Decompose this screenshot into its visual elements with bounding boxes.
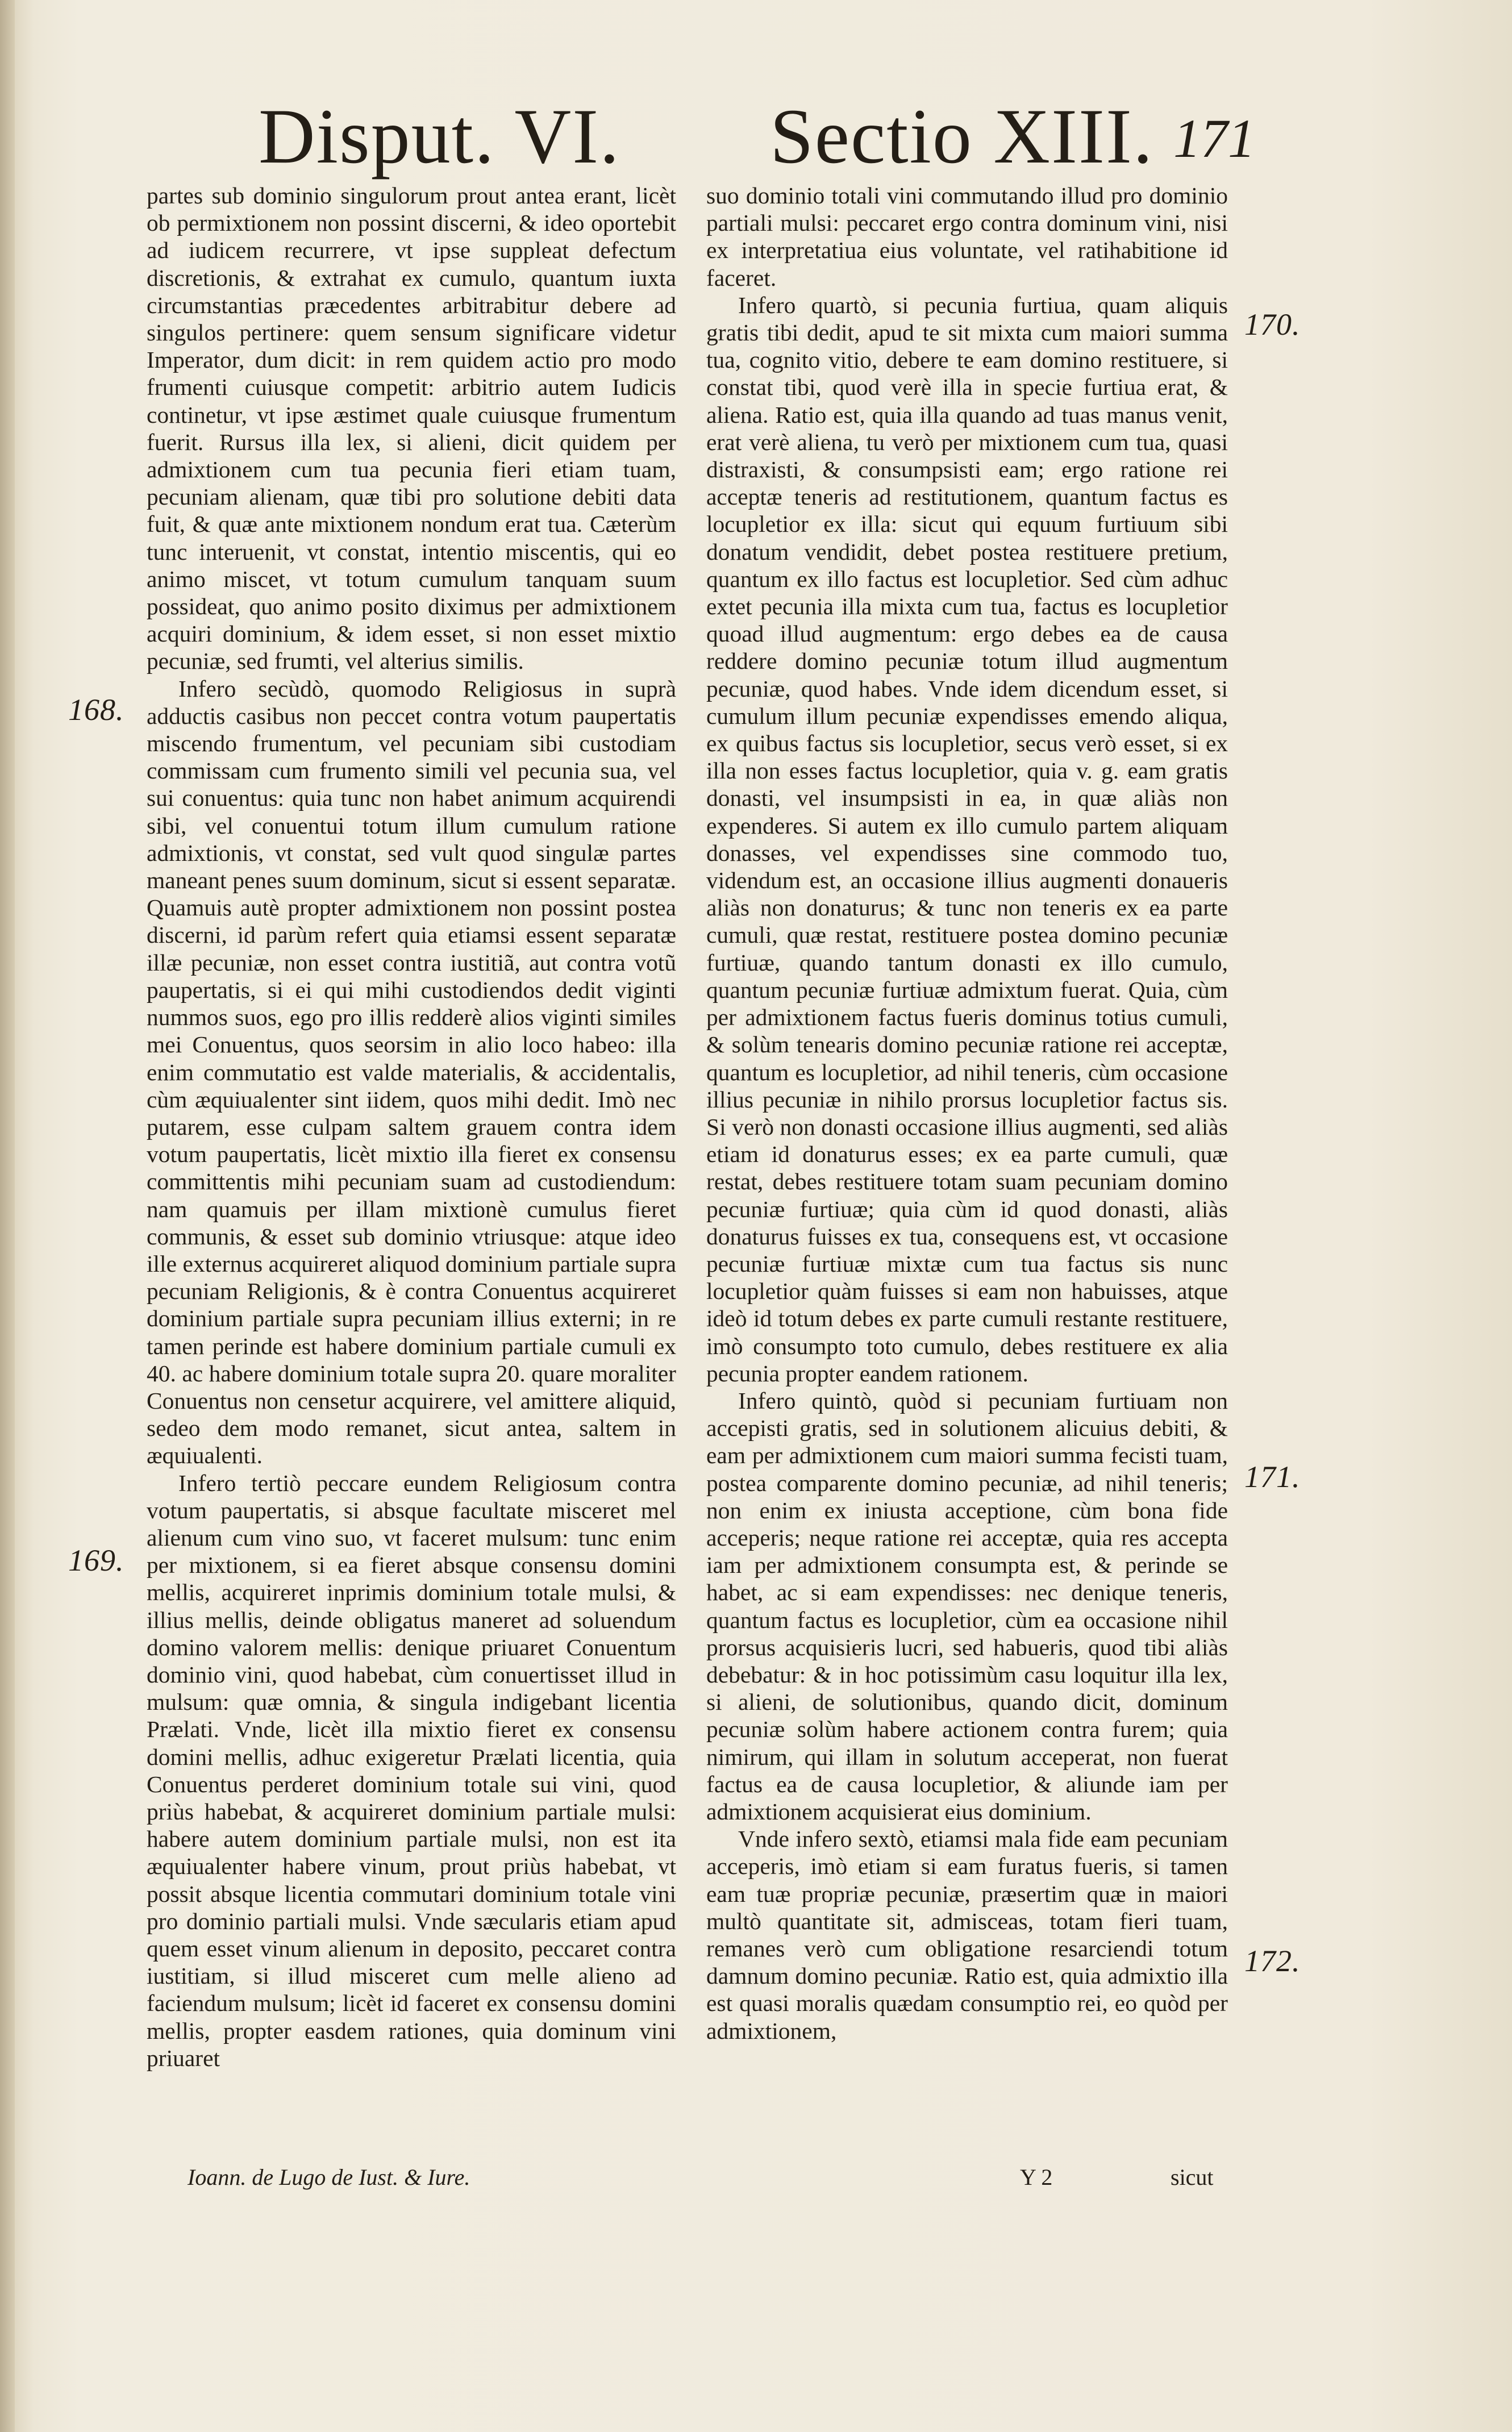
page-edge-shadow <box>0 0 15 2432</box>
margin-number-169: 169. <box>68 1543 124 1577</box>
paragraph: Infero quintò, quòd si pecuniam furtiuam non accepisti gratis, sed in solutionem alicuius debiti, & eam per admixtionem cum maiori summa fecisti tuam, postea comparente domino pecuniæ, ad nihil teneris; non enim ex iniusta acceptione, cùm bona fide acceperis; neque ratione rei acceptæ, quia res accepta iam per admixtionem consumpta est, & perinde se habet, ac si eam expendisses: nec denique teneris, quantum factus es locupletior, cùm ea occasione nihil prorsus acquisieris lucri, sed habueris, quod tibi aliàs debebatur: & in hoc potissimùm casu loquitur illa lex, si alieni, de solutionibus, quando dicit, dominum pecuniæ solùm habere actionem contra furem; quia nimirum, qui illam in solutum acceperat, non fuerat factus ea de causa locupletior, & aliunde iam per admixtionem acquisierat eius dominium. <box>706 1387 1228 1825</box>
page-number: 171 <box>1173 108 1255 169</box>
signature-line: Ioann. de Lugo de Iust. & Iure. <box>188 2164 470 2190</box>
left-column <box>147 182 676 2072</box>
catchword: sicut <box>1171 2164 1214 2190</box>
paragraph: partes sub dominio singulorum prout antea erant, licèt ob permixtionem non possint discerni, & ideo oportebit ad iudicem recurrere, vt ipse suppleat defectum discretionis, & extrahat ex cumulo, quantum iuxta circumstantias præcedentes arbitrabitur debere ad singulos pertinere: quem sensum significare videtur Imperator, dum dicit: in rem quidem actio pro modo frumenti cuiusque competit: arbitrio autem Iudicis continetur, vt ipse æstimet quale cuiusque frumentum fuerit. Rursus illa lex, si alieni, dicit quidem per admixtionem cum tua pecunia fieri etiam tuam, pecuniam alienam, quæ tibi pro solutione debiti data fuit, & quæ ante mixtionem nondum erat tua. Cæterùm tunc interuenit, vt constat, intentio miscentis, qui eo animo miscet, vt totum cumulum tanquam suum possideat, quo animo posito diximus per admixtionem acquiri dominium, & idem esset, si non esset mixtio pecuniæ, sed frumti, vel alterius similis. <box>147 182 676 674</box>
margin-number-171: 171. <box>1244 1460 1301 1494</box>
margin-number-170: 170. <box>1244 307 1301 342</box>
paragraph: Infero quartò, si pecunia furtiua, quam aliquis gratis tibi dedit, apud te sit mixta cum maiori summa tua, cognito vitio, debere te eam domino restituere, si constat tibi, quod verè illa in specie furtiua erat, & aliena. Ratio est, quia illa quando ad tuas manus venit, erat verè aliena, tu verò per mixtionem cum tua, quasi distraxisti, & consumpsisti eam; ergo ratione rei acceptæ teneris ad restitutionem, quantum factus es locupletior ex illa: sicut qui equum furtiuum sibi donatum vendidit, debet postea restituere pretium, quantum ex illo factus est locupletior. Sed cùm adhuc extet pecunia illa mixta cum tua, factus es locupletior quoad illud augmentum: ergo debes ea de causa reddere domino pecuniæ totum illud augmentum pecuniæ, quod habes. Vnde idem dicendum esset, si cumulum illum pecuniæ expendisses emendo aliqua, ex quibus factus sis locupletior, secus verò esset, si ex illa non esses factus locupletior, quia v. g. eam gratis donasti, vel insumpsisti in ea, in quæ aliàs non expenderes. Si autem ex illo cumulo partem aliquam donasses, vel expendisses sine commodo tuo, videndum est, an occasione illius augmenti donaueris aliàs non donaturus; & tunc non teneris ex ea parte cumuli, quæ restat, restituere postea domino pecuniæ furtiuæ, quando tantum donasti ex illo cumulo, quantum pecuniæ furtiuæ admixtum fuerat. Quia, cùm per admixtionem factus fueris dominus totius cumuli, & solùm tenearis domino pecuniæ ratione rei acceptæ, quantum es locupletior, ad nihil teneris, cùm occasione illius pecuniæ in nihilo prorsus locupletior factus sis. Si verò non donasti occasione illius augmenti, sed aliàs etiam id donaturus esses; ex ea parte cumuli, quæ restat, debes restituere totam suam pecuniam domino pecuniæ furtiuæ; quia cùm id quod donasti, aliàs donaturus fuisses ex tua, consequens est, vt occasione pecuniæ furtiuæ mixtæ cum tua factus sis nunc locupletior quàm fuisses si eam non habuisses, atque ideò id totum debes ex parte cumuli restante restituere, imò consumpto toto cumulo, debes restituere ex alia pecunia propter eandem rationem. <box>706 291 1228 1386</box>
running-head-section: Sectio XIII. <box>770 93 1154 180</box>
margin-number-168: 168. <box>68 693 124 727</box>
paragraph: Infero secùdò, quomodo Religiosus in suprà adductis casibus non peccet contra votum paupertatis miscendo frumentum, vel pecuniam sibi custodiam commissam cum frumento simili vel pecunia sua, vel sui conuentus: quia tunc non habet animum acquirendi sibi, vel conuentui totum illum cumulum ratione admixtionis, vt constat, sed vult quod singulæ partes maneant penes suum dominum, sicut si essent separatæ. Quamuis autè propter admixtionem non possint postea discerni, id parùm refert quia etiamsi essent separatæ illæ pecuniæ, non esset contra iustitiã, aut contra votũ paupertatis, si ei qui mihi custodiendos dedit viginti nummos suos, ego pro illis redderè alios viginti similes mei Conuentus, quos seorsim in alio loco habeo: illa enim commutatio est valde materialis, & accidentalis, cùm æquiualenter sint iidem, quos mihi dedit. Imò nec putarem, esse culpam saltem grauem contra idem votum paupertatis, licèt mixtio illa fieret ex consensu committentis mihi pecuniam suam ad custodiendum: nam quamuis per illam mixtionè cumulus fieret communis, & esset sub dominio vtriusque: atque ideo ille externus acquireret aliquod dominium partiale supra pecuniam Religionis, & è contra Conuentus acquireret dominium partiale supra pecuniam illius externi; in re tamen perinde est habere dominium partiale cumuli ex 40. ac habere dominium totale supra 20. quare moraliter Conuentus non censetur acquirere, vel amittere aliquid, sedeo dem modo remanet, sicut antea, saltem in æquiualenti. <box>147 675 676 1469</box>
right-column <box>706 182 1228 2044</box>
running-head-disputation: Disput. VI. <box>259 93 620 180</box>
paragraph: suo dominio totali vini commutando illud pro dominio partiali mulsi: peccaret ergo contra dominum vini, nisi ex interpretatiua eius voluntate, vel ratihabitione id faceret. <box>706 182 1228 291</box>
paragraph: Vnde infero sextò, etiamsi mala fide eam pecuniam acceperis, imò etiam si eam furatus fueris, si tamen eam tuæ propriæ pecuniæ, præsertim quæ in maiori multò quantitate sit, admisceas, totam fieri tuam, remanes verò cum obligatione resarciendi totum damnum domino pecuniæ. Ratio est, quia admixtio illa est quasi moralis quædam consumptio rei, eo quòd per admixtionem, <box>706 1826 1228 2044</box>
paragraph: Infero tertiò peccare eundem Religiosum contra votum paupertatis, si absque facultate misceret mel alienum cum vino suo, vt faceret mulsum: tunc enim per mixtionem, si ea fieret absque consensu domini mellis, acquireret inprimis dominium totale mulsi, & illius mellis, deinde obligatus maneret ad soluendum domino valorem mellis: denique priuaret Conuentum dominio vini, quod habebat, cùm conuertisset illud in mulsum: quæ omnia, & singula indigebant licentia Prælati. Vnde, licèt illa mixtio fieret ex consensu domini mellis, adhuc exigeretur Prælati licentia, quia Conuentus perderet dominium totale sui vini, quod priùs habebat, & acquireret dominium partiale mulsi: habere autem dominium partiale mulsi, non est ita æquiualenter habere vinum, prout priùs habebat, vt possit absque licentia commutari dominium totale vini pro dominio partiali mulsi. Vnde sæcularis etiam apud quem esset vinum alienum in deposito, peccaret contra iustitiam, si illud misceret cum melle alieno ad faciendum mulsum; licèt id faceret ex consensu domini mellis, propter easdem rationes, quia dominum vini priuaret <box>147 1469 676 2071</box>
margin-number-172: 172. <box>1244 1944 1301 1978</box>
running-head <box>0 91 1512 188</box>
signature-mark: Y 2 <box>1020 2164 1053 2190</box>
